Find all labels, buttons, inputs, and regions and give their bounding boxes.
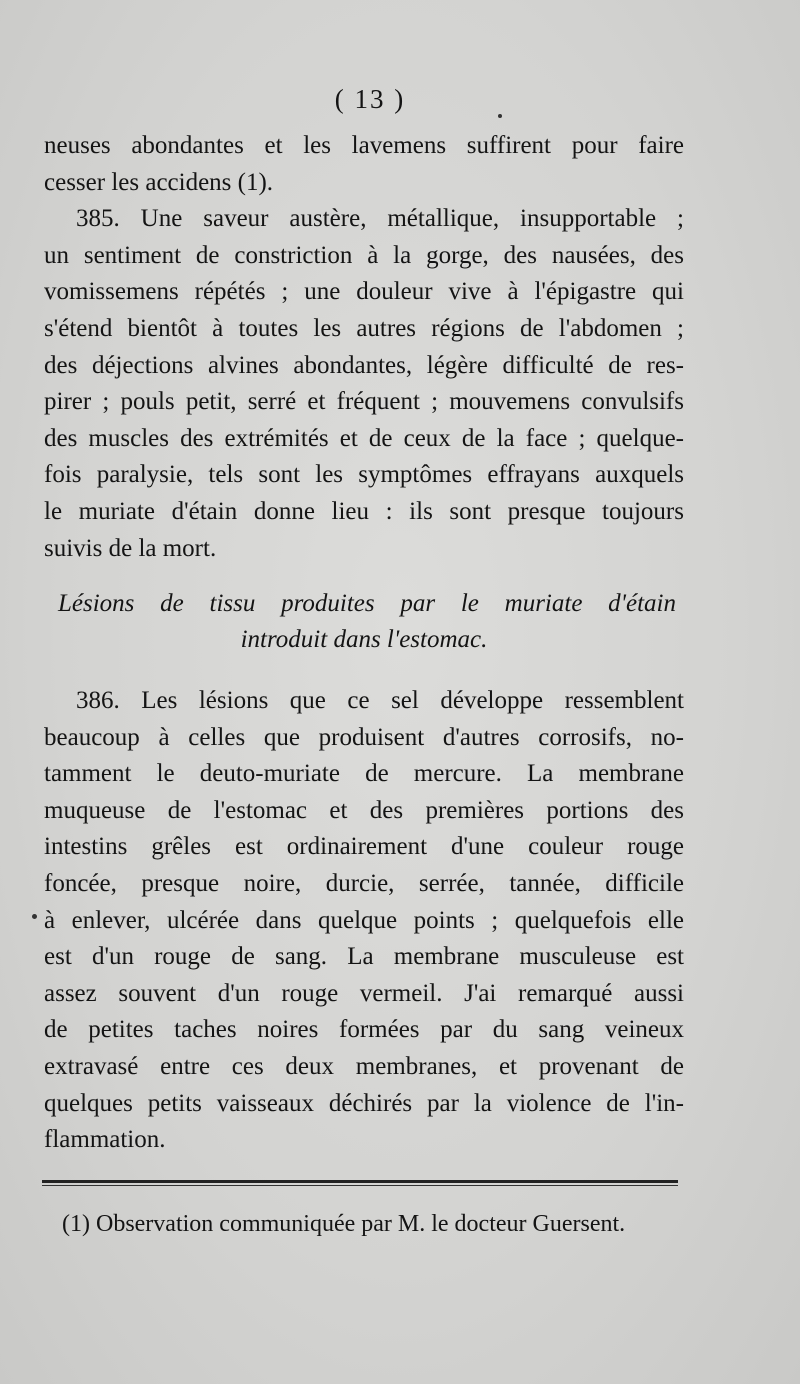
text-line: extravasé entre ces deux membranes, et provenant de [44,1052,684,1080]
text-line: s'étend bientôt à toutes les autres régions de l'abdomen ; [44,314,684,342]
section-heading [44,586,684,658]
text-line: des muscles des extrémités et de ceux de la face ; quelque- [44,424,684,452]
text-block-bottom [44,683,684,1159]
text-line: de petites taches noires formées par du sang veineux [44,1016,684,1044]
heading-line: Lésions de tissu produites par le muriate d'étain [58,590,676,617]
page-number: ( 13 ) [334,84,406,114]
paper-speck [498,114,502,118]
paragraph-first-line: 385. Une saveur austère, métallique, insupportable ; [76,205,684,233]
footnote-divider [42,1180,678,1186]
text-line: flammation. [44,1126,166,1154]
text-line: tamment le deuto-muriate de mercure. La membrane [44,760,684,788]
text-line: suivis de la mort. [44,534,217,562]
text-line: quelques petits vaisseaux déchirés par la violence de l'in- [44,1089,684,1117]
footnote: (1) Observation communiquée par M. le docteur Guersent. [62,1211,626,1237]
text-line: fois paralysie, tels sont les symptômes effrayans auxquels [44,461,684,489]
text-line: le muriate d'étain donne lieu : ils sont presque toujours [44,497,684,525]
heading-line: introduit dans l'estomac. [240,626,488,653]
text-line: foncée, presque noire, durcie, serrée, tannée, difficile [44,869,684,897]
text-line: un sentiment de constriction à la gorge, des nausées, des [44,241,684,269]
text-line: vomissemens répétés ; une douleur vive à l'épigastre qui [44,278,684,306]
text-line: cesser les accidens (1). [44,168,274,196]
text-line: beaucoup à celles que produisent d'autres corrosifs, no- [44,723,684,751]
text-line: pirer ; pouls petit, serré et fréquent ; mouvemens convulsifs [44,388,684,416]
text-line: à enlever, ulcérée dans quelque points ; quelquefois elle [44,906,684,934]
text-line: neuses abondantes et les lavemens suffirent pour faire [44,132,684,159]
text-line: muqueuse de l'estomac et des premières portions des [44,796,684,824]
paper-speck [32,914,37,919]
text-block-top [44,128,684,567]
text-line: intestins grêles est ordinairement d'une couleur rouge [44,833,684,861]
text-line: des déjections alvines abondantes, légère difficulté de res- [44,351,684,379]
text-line: assez souvent d'un rouge vermeil. J'ai remarqué aussi [44,979,684,1007]
text-line: est d'un rouge de sang. La membrane musculeuse est [44,943,684,971]
paragraph-first-line: 386. Les lésions que ce sel développe ressemblent [76,687,684,714]
